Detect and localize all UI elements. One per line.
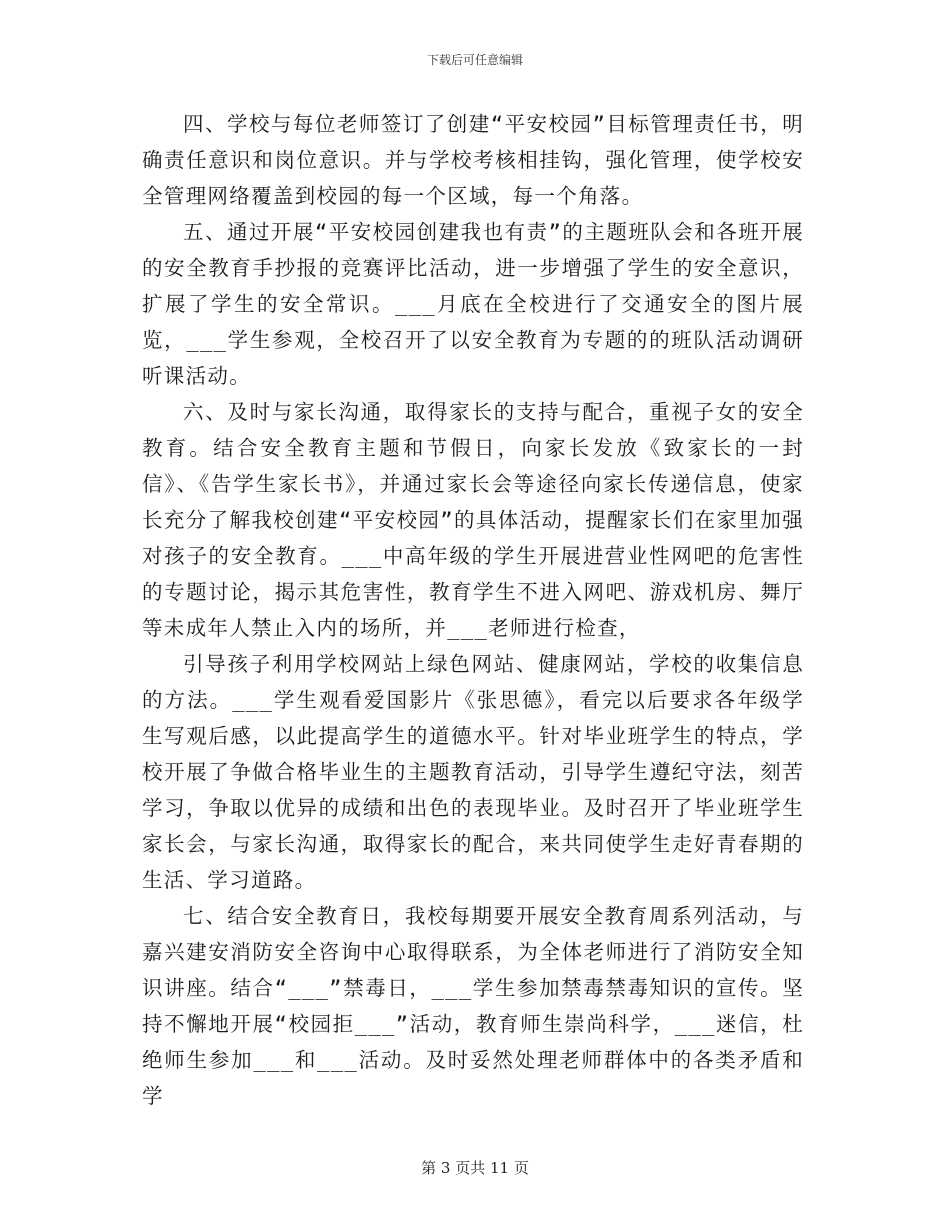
page-footer: 第 3 页共 11 页 — [421, 1159, 529, 1177]
paragraph-6-continued: 引导孩子利用学校网站上绿色网站、健康网站，学校的收集信息的方法。___学生观看爱国影片《张思德》，看完以后要求各年级学生写观后感，以此提高学生的道德水平。针对毕业班学生的特点，学校开展了争做合格毕业生的主题教育活动，引导学生遵纪守法，刻苦学习，争取以优异的成绩和出色的表现毕业。及时召开了毕业班学生家长会，与家长沟通，取得家长的配合，来共同使学生走好青春期的生活、学习道路。 — [142, 652, 804, 892]
paragraph-6: 六、及时与家长沟通，取得家长的支持与配合，重视子女的安全教育。结合安全教育主题和节假日，向家长发放《致家长的一封信》、《告学生家长书》，并通过家长会等途径向家长传递信息，使家长充分了解我校创建“平安校园”的具体活动，提醒家长们在家里加强对孩子的安全教育。___中高年级的学生开展进营业性网吧的危害性的专题讨论，揭示其危害性，教育学生不进入网吧、游戏机房、舞厅等未成年人禁止入内的场所，并___老师进行检查， — [142, 400, 804, 640]
page-header: 下载后可任意编辑 — [426, 53, 523, 67]
paragraph-5: 五、通过开展“平安校园创建我也有责”的主题班队会和各班开展的安全教育手抄报的竞赛评比活动，进一步增强了学生的安全意识，扩展了学生的安全常识。___月底在全校进行了交通安全的图片展览，___学生参观，全校召开了以安全教育为专题的的班队活动调研听课活动。 — [142, 220, 804, 388]
paragraph-7: 七、结合安全教育日，我校每期要开展安全教育周系列活动，与嘉兴建安消防安全咨询中心取得联系，为全体老师进行了消防安全知识讲座。结合“___”禁毒日，___学生参加禁毒禁毒知识的宣传。坚持不懈地开展“校园拒___”活动，教育师生崇尚科学，___迷信，杜绝师生参加___和___活动。及时妥然处理老师群体中的各类矛盾和学 — [142, 904, 804, 1108]
document-body — [142, 106, 804, 1114]
paragraph-4: 四、学校与每位老师签订了创建“平安校园”目标管理责任书，明确责任意识和岗位意识。并与学校考核相挂钩，强化管理，使学校安全管理网络覆盖到校园的每一个区域，每一个角落。 — [142, 112, 804, 208]
